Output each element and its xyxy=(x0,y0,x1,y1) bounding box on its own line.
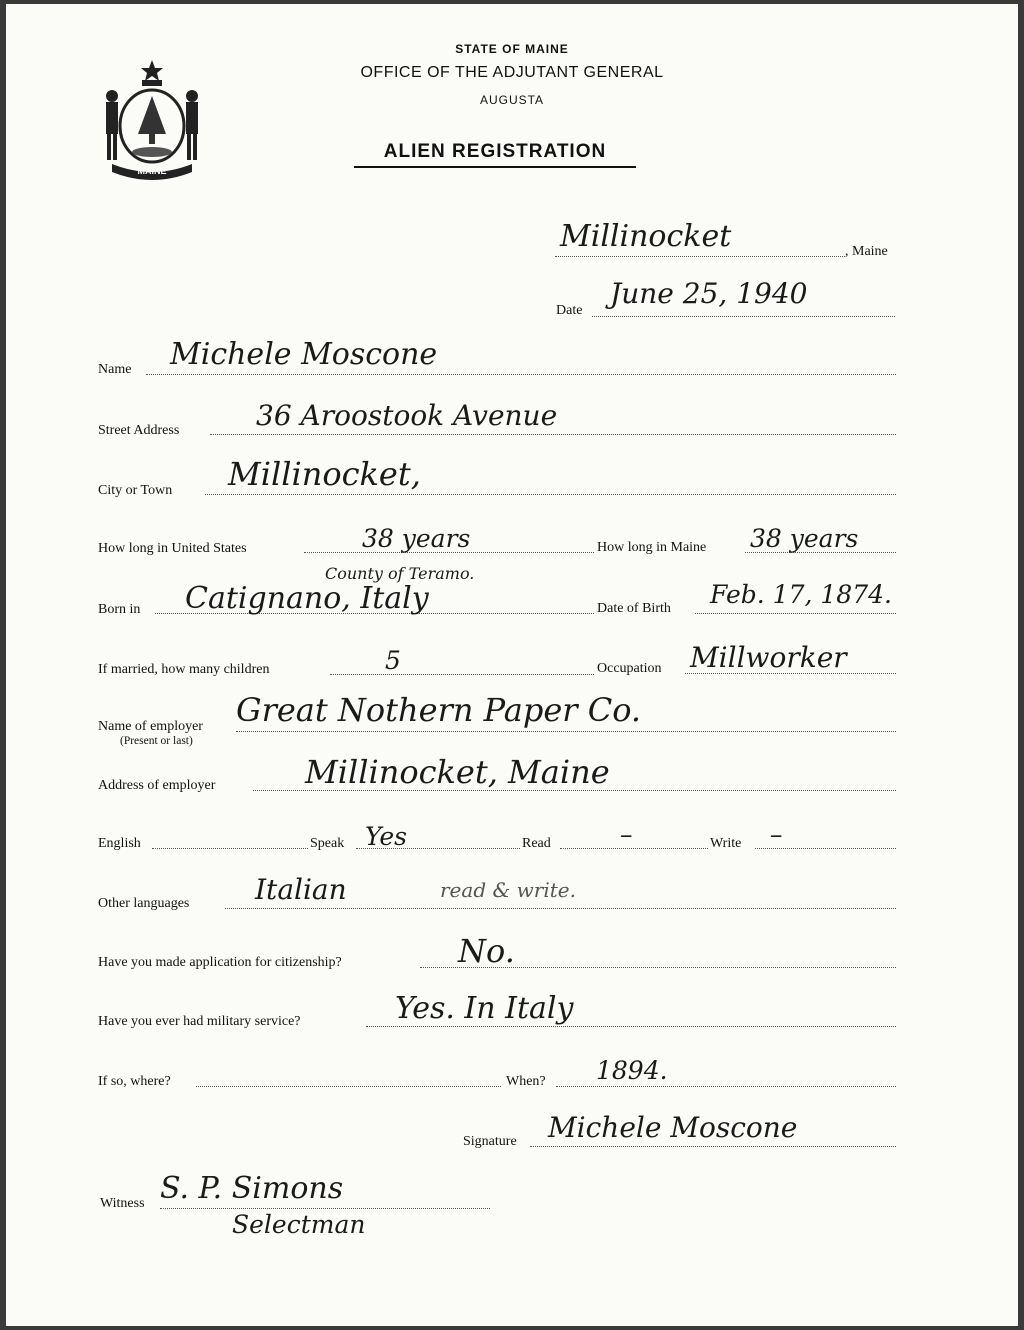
date-label: Date xyxy=(556,303,583,318)
employer-name-line xyxy=(236,731,896,732)
speak-label: Speak xyxy=(310,836,345,851)
born-in-label: Born in xyxy=(98,602,141,617)
military-value: Yes. In Italy xyxy=(395,991,574,1026)
employer-name-value: Great Nothern Paper Co. xyxy=(236,691,642,729)
other-languages-label: Other languages xyxy=(98,896,190,911)
city-town-line xyxy=(205,494,896,495)
street-value: 36 Aroostook Avenue xyxy=(256,399,558,432)
where-line xyxy=(196,1086,501,1087)
employer-address-label: Address of employer xyxy=(98,778,216,793)
children-label: If married, how many children xyxy=(98,662,270,677)
children-line xyxy=(330,674,594,675)
citizenship-value: No. xyxy=(458,932,515,970)
employer-sub-label: (Present or last) xyxy=(120,735,193,747)
military-label: Have you ever had military service? xyxy=(98,1014,301,1029)
born-in-note: County of Teramo. xyxy=(325,564,475,583)
date-value: June 25, 1940 xyxy=(610,277,808,310)
read-line xyxy=(560,848,708,849)
employer-address-value: Millinocket, Maine xyxy=(305,753,610,791)
signature-label: Signature xyxy=(463,1134,517,1149)
speak-value: Yes xyxy=(365,822,407,851)
read-label: Read xyxy=(522,836,551,851)
date-line xyxy=(592,316,895,317)
city-heading: AUGUSTA xyxy=(479,93,545,107)
city-town-value: Millinocket, xyxy=(228,455,421,493)
city-town-label: City or Town xyxy=(98,483,173,498)
where-label: If so, where? xyxy=(98,1074,171,1089)
other-languages-value: Italian xyxy=(255,873,347,906)
how-long-maine-label: How long in Maine xyxy=(597,540,707,555)
office-heading: OFFICE OF THE ADJUTANT GENERAL xyxy=(360,64,664,81)
street-label: Street Address xyxy=(98,423,180,438)
citizenship-label: Have you made application for citizenship? xyxy=(98,955,342,970)
military-line xyxy=(366,1026,896,1027)
write-label: Write xyxy=(710,836,742,851)
town-line xyxy=(555,256,845,257)
how-long-us-label: How long in United States xyxy=(98,541,247,556)
children-value: 5 xyxy=(385,646,401,675)
other-languages-note: read & write. xyxy=(440,878,576,902)
when-label: When? xyxy=(506,1074,546,1089)
dob-line xyxy=(695,613,896,614)
when-line xyxy=(556,1086,896,1087)
street-line xyxy=(210,434,896,435)
read-value: – xyxy=(620,820,633,849)
seal-text: MAINE xyxy=(137,166,167,176)
born-in-value: Catignano, Italy xyxy=(185,581,429,616)
witness-line xyxy=(160,1208,490,1209)
name-value: Michele Moscone xyxy=(170,337,438,372)
signature-line xyxy=(530,1146,896,1147)
state-heading: STATE OF MAINE xyxy=(455,42,569,56)
town-value: Millinocket xyxy=(560,219,732,254)
write-value: – xyxy=(770,820,783,849)
employer-name-label: Name of employer xyxy=(98,719,203,734)
occupation-label: Occupation xyxy=(597,661,662,676)
english-line xyxy=(152,848,308,849)
dob-value: Feb. 17, 1874. xyxy=(710,580,892,609)
name-label: Name xyxy=(98,362,132,377)
witness-label: Witness xyxy=(100,1196,145,1211)
other-languages-line xyxy=(225,908,896,909)
occupation-value: Millworker xyxy=(690,641,847,674)
form-title: ALIEN REGISTRATION xyxy=(354,141,636,168)
name-line xyxy=(146,374,896,375)
signature-value: Michele Moscone xyxy=(548,1111,798,1144)
when-value: 1894. xyxy=(596,1056,668,1085)
how-long-us-value: 38 years xyxy=(362,524,471,553)
how-long-maine-value: 38 years xyxy=(750,524,859,553)
witness-title: Selectman xyxy=(232,1210,366,1239)
english-label: English xyxy=(98,836,141,851)
maine-label: , Maine xyxy=(845,244,888,259)
dob-label: Date of Birth xyxy=(597,601,671,616)
witness-value: S. P. Simons xyxy=(160,1171,344,1206)
